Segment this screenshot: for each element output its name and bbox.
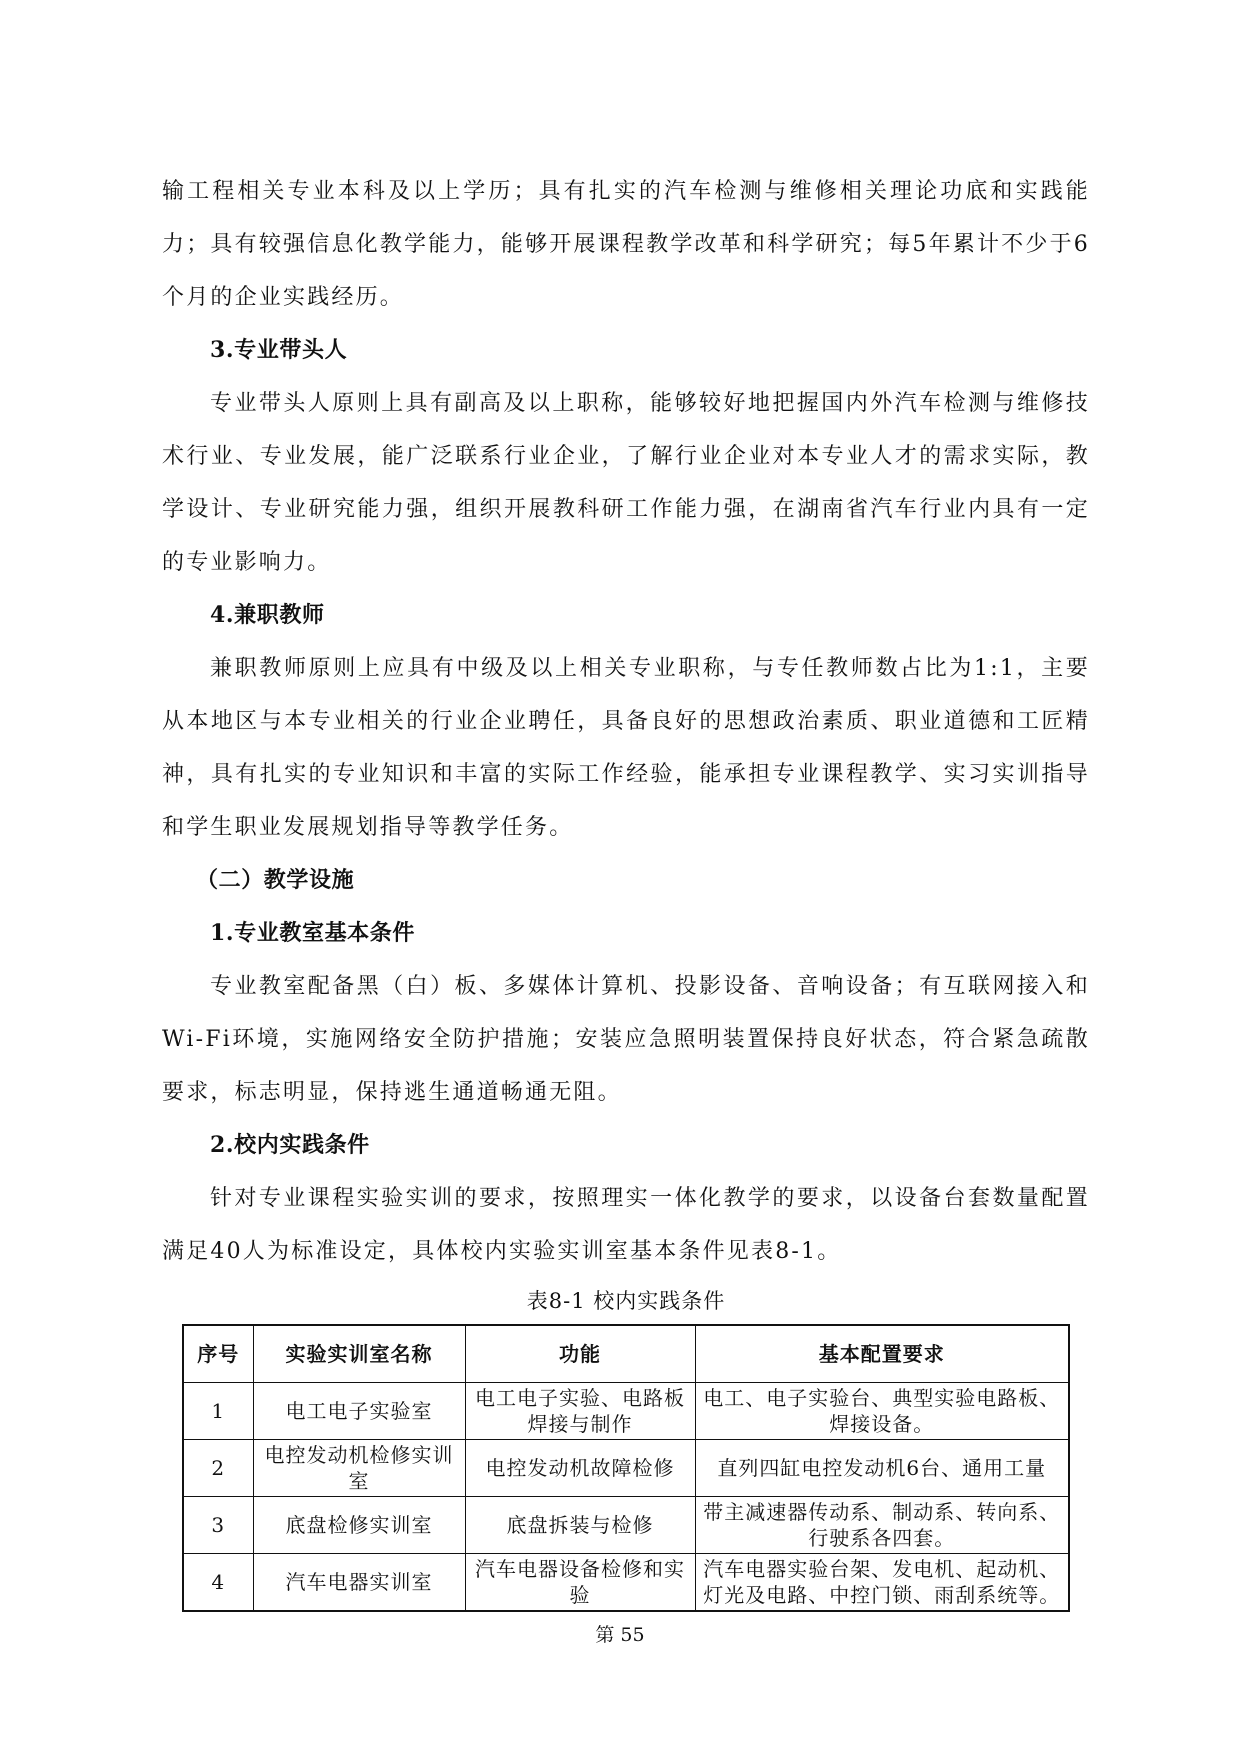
header-room-name: 实验实训室名称 [253,1325,465,1383]
heading-professional-leader: 3.专业带头人 [210,337,348,363]
cell-function: 汽车电器设备检修和实验 [465,1554,695,1612]
paragraph-practice-conditions: 针对专业课程实验实训的要求，按照理实一体化教学的要求，以设备台套数量配置满足40人为标准设定，具体校内实验实训室基本条件见表8-1。 [162,1186,1090,1264]
table-caption: 表8-1 校内实践条件 [526,1289,726,1313]
cell-function: 电控发动机故障检修 [465,1440,695,1497]
table-row [183,1383,1069,1440]
cell-room-name: 电工电子实验室 [253,1383,465,1440]
paragraph-part-time-teachers: 兼职教师原则上应具有中级及以上相关专业职称，与专任教师数占比为1:1，主要从本地区与本专业相关的行业企业聘任，具备良好的思想政治素质、职业道德和工匠精神，具有扎实的专业知识和丰富的实际工作经验，能承担专业课程教学、实习实训指导和学生职业发展规划指导等教学任务。 [162,656,1090,840]
cell-index: 1 [183,1383,253,1440]
table-row [183,1497,1069,1554]
heading-part-time-teachers: 4.兼职教师 [210,602,325,628]
cell-index: 2 [183,1440,253,1497]
practice-conditions-table [182,1324,1070,1612]
header-function: 功能 [465,1325,695,1383]
cell-function: 电工电子实验、电路板焊接与制作 [465,1383,695,1440]
paragraph-classroom-conditions: 专业教室配备黑（白）板、多媒体计算机、投影设备、音响设备；有互联网接入和Wi-Fi环境，实施网络安全防护措施；安装应急照明装置保持良好状态，符合紧急疏散要求，标志明显，保持逃生通道畅通无阻。 [162,974,1090,1105]
cell-room-name: 电控发动机检修实训室 [253,1440,465,1497]
cell-configuration: 电工、电子实验台、典型实验电路板、焊接设备。 [695,1383,1069,1440]
cell-function: 底盘拆装与检修 [465,1497,695,1554]
document-page [162,165,1090,1612]
cell-room-name: 汽车电器实训室 [253,1554,465,1612]
cell-room-name: 底盘检修实训室 [253,1497,465,1554]
table-header-row [183,1325,1069,1383]
header-index: 序号 [183,1325,253,1383]
cell-index: 4 [183,1554,253,1612]
heading-classroom-conditions: 1.专业教室基本条件 [210,920,415,946]
heading-practice-conditions: 2.校内实践条件 [210,1132,370,1158]
header-configuration: 基本配置要求 [695,1325,1069,1383]
cell-configuration: 带主减速器传动系、制动系、转向系、行驶系各四套。 [695,1497,1069,1554]
table-row [183,1554,1069,1612]
cell-configuration: 汽车电器实验台架、发电机、起动机、灯光及电路、中控门锁、雨刮系统等。 [695,1554,1069,1612]
cell-index: 3 [183,1497,253,1554]
paragraph-professional-leader: 专业带头人原则上具有副高及以上职称，能够较好地把握国内外汽车检测与维修技术行业、专业发展，能广泛联系行业企业，了解行业企业对本专业人才的需求实际，教学设计、专业研究能力强，组织开展教科研工作能力强，在湖南省汽车行业内具有一定的专业影响力。 [162,391,1090,575]
page-number: 第 55 [595,1624,645,1646]
cell-configuration: 直列四缸电控发动机6台、通用工量 [695,1440,1069,1497]
heading-teaching-facilities: （二）教学设施 [196,867,355,893]
table-row [183,1440,1069,1497]
paragraph-degree-requirements: 输工程相关专业本科及以上学历；具有扎实的汽车检测与维修相关理论功底和实践能力；具有较强信息化教学能力，能够开展课程教学改革和科学研究；每5年累计不少于6个月的企业实践经历。 [162,179,1090,310]
